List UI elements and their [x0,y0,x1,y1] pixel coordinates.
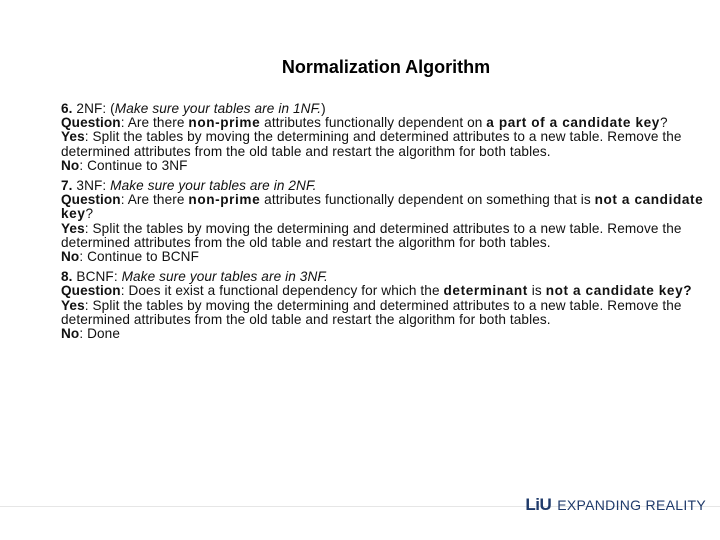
step-heading: 6. 2NF: (Make sure your tables are in 1NF.) [61,101,326,116]
algorithm-steps [61,102,713,347]
step-bcnf [61,270,713,341]
page-title: Normalization Algorithm [281,57,491,77]
step-yes: Yes: Split the tables by moving the determining and determined attributes to a new table. Remove the determined attributes from the old table and restart the algorithm for both tables. [61,220,682,250]
step-2nf [61,102,713,173]
step-heading: 8. BCNF: Make sure your tables are in 3NF. [61,269,328,285]
logo-liu-text: LiU [525,495,552,514]
logo-tagline: EXPANDING REALITY [557,497,706,513]
step-no: No: Continue to 3NF [61,157,188,173]
step-heading: 7. 3NF: Make sure your tables are in 2NF. [61,178,317,194]
step-yes: Yes: Split the tables by moving the determining and determined attributes to a new table. Remove the determined attributes from the old table and restart the algorithm for both tables. [61,297,682,327]
step-question: Question: Are there non-prime attributes functionally dependent on something that is not a candidate key? [61,192,704,222]
step-no: No: Done [61,326,120,342]
step-yes: Yes: Split the tables by moving the determining and determined attributes to a new table. Remove the determined attributes from the old table and restart the algorithm for both tables. [61,129,682,159]
step-no: No: Continue to BCNF [61,249,199,265]
step-3nf [61,179,713,264]
step-question: Question: Does it exist a functional dependency for which the determinant is not a candidate key? [61,283,693,299]
liu-logo [525,494,706,516]
step-question: Question: Are there non-prime attributes functionally dependent on a part of a candidate key? [61,115,668,131]
